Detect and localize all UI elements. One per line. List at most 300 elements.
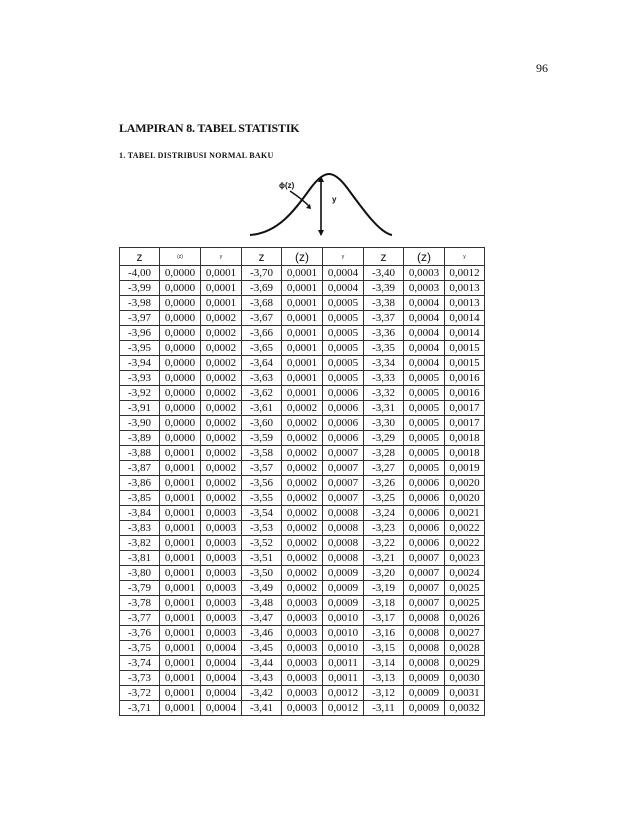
cell-phi-value: 0,0009 xyxy=(404,701,445,716)
cell-z-value: -3,19 xyxy=(364,581,404,596)
cell-y-value: 0,0002 xyxy=(201,371,242,386)
cell-y-value: 0,0002 xyxy=(201,476,242,491)
cell-phi-value: 0,0003 xyxy=(282,686,323,701)
cell-z-value: -3,18 xyxy=(364,596,404,611)
cell-y-value: 0,0010 xyxy=(323,626,364,641)
table-row xyxy=(120,476,485,491)
table-body xyxy=(120,266,485,716)
cell-z-value: -3,33 xyxy=(364,371,404,386)
cell-y-value: 0,0007 xyxy=(323,476,364,491)
cell-y-value: 0,0006 xyxy=(323,431,364,446)
cell-z-value: -3,13 xyxy=(364,671,404,686)
cell-y-value: 0,0014 xyxy=(445,311,485,326)
cell-z-value: -3,51 xyxy=(242,551,282,566)
cell-y-value: 0,0009 xyxy=(323,566,364,581)
cell-phi-value: 0,0004 xyxy=(404,356,445,371)
cell-y-value: 0,0031 xyxy=(445,686,485,701)
normal-curve-figure xyxy=(248,171,394,237)
header-y: y xyxy=(445,248,485,266)
cell-y-value: 0,0006 xyxy=(323,386,364,401)
cell-phi-value: 0,0002 xyxy=(282,521,323,536)
cell-z-value: -3,79 xyxy=(120,581,160,596)
table-row xyxy=(120,611,485,626)
cell-phi-value: 0,0001 xyxy=(160,596,201,611)
y-label: y xyxy=(332,195,337,204)
cell-phi-value: 0,0000 xyxy=(160,416,201,431)
cell-z-value: -3,23 xyxy=(364,521,404,536)
normal-distribution-table xyxy=(119,247,485,716)
cell-z-value: -3,44 xyxy=(242,656,282,671)
cell-y-value: 0,0004 xyxy=(201,701,242,716)
cell-z-value: -3,77 xyxy=(120,611,160,626)
cell-phi-value: 0,0001 xyxy=(160,611,201,626)
cell-z-value: -3,83 xyxy=(120,521,160,536)
cell-z-value: -3,34 xyxy=(364,356,404,371)
cell-z-value: -3,22 xyxy=(364,536,404,551)
cell-y-value: 0,0026 xyxy=(445,611,485,626)
cell-phi-value: 0,0002 xyxy=(282,536,323,551)
cell-phi-value: 0,0001 xyxy=(282,386,323,401)
cell-y-value: 0,0002 xyxy=(201,446,242,461)
cell-phi-value: 0,0000 xyxy=(160,386,201,401)
cell-phi-value: 0,0001 xyxy=(160,491,201,506)
cell-z-value: -3,64 xyxy=(242,356,282,371)
cell-phi-value: 0,0001 xyxy=(282,326,323,341)
cell-z-value: -3,41 xyxy=(242,701,282,716)
cell-phi-value: 0,0003 xyxy=(282,671,323,686)
cell-y-value: 0,0006 xyxy=(323,401,364,416)
cell-y-value: 0,0017 xyxy=(445,401,485,416)
ordinate-arrow-bottom xyxy=(318,230,324,236)
cell-y-value: 0,0025 xyxy=(445,596,485,611)
cell-phi-value: 0,0001 xyxy=(160,476,201,491)
cell-phi-value: 0,0003 xyxy=(282,701,323,716)
cell-y-value: 0,0003 xyxy=(201,596,242,611)
cell-y-value: 0,0012 xyxy=(323,686,364,701)
cell-z-value: -3,53 xyxy=(242,521,282,536)
cell-y-value: 0,0005 xyxy=(323,356,364,371)
table-row xyxy=(120,341,485,356)
cell-z-value: -3,15 xyxy=(364,641,404,656)
cell-phi-value: 0,0001 xyxy=(160,626,201,641)
cell-phi-value: 0,0000 xyxy=(160,326,201,341)
cell-y-value: 0,0002 xyxy=(201,431,242,446)
cell-z-value: -3,56 xyxy=(242,476,282,491)
cell-z-value: -3,59 xyxy=(242,431,282,446)
cell-z-value: -3,85 xyxy=(120,491,160,506)
cell-z-value: -3,75 xyxy=(120,641,160,656)
cell-phi-value: 0,0001 xyxy=(160,521,201,536)
cell-y-value: 0,0016 xyxy=(445,371,485,386)
cell-phi-value: 0,0002 xyxy=(282,446,323,461)
cell-phi-value: 0,0000 xyxy=(160,401,201,416)
cell-z-value: -3,29 xyxy=(364,431,404,446)
cell-y-value: 0,0008 xyxy=(323,521,364,536)
cell-z-value: -3,50 xyxy=(242,566,282,581)
table-row xyxy=(120,596,485,611)
cell-z-value: -3,31 xyxy=(364,401,404,416)
cell-phi-value: 0,0000 xyxy=(160,431,201,446)
cell-phi-value: 0,0000 xyxy=(160,311,201,326)
cell-y-value: 0,0002 xyxy=(201,341,242,356)
cell-z-value: -3,57 xyxy=(242,461,282,476)
header-y: y xyxy=(323,248,364,266)
cell-z-value: -3,65 xyxy=(242,341,282,356)
cell-z-value: -3,63 xyxy=(242,371,282,386)
cell-phi-value: 0,0007 xyxy=(404,566,445,581)
cell-z-value: -3,28 xyxy=(364,446,404,461)
cell-phi-value: 0,0001 xyxy=(160,656,201,671)
cell-z-value: -3,82 xyxy=(120,536,160,551)
table-row xyxy=(120,521,485,536)
cell-z-value: -3,87 xyxy=(120,461,160,476)
cell-phi-value: 0,0002 xyxy=(282,476,323,491)
cell-y-value: 0,0020 xyxy=(445,476,485,491)
cell-phi-value: 0,0006 xyxy=(404,521,445,536)
cell-z-value: -3,70 xyxy=(242,266,282,281)
cell-phi-value: 0,0000 xyxy=(160,281,201,296)
cell-y-value: 0,0008 xyxy=(323,506,364,521)
cell-y-value: 0,0016 xyxy=(445,386,485,401)
cell-z-value: -3,40 xyxy=(364,266,404,281)
cell-z-value: -3,42 xyxy=(242,686,282,701)
cell-phi-value: 0,0000 xyxy=(160,266,201,281)
cell-phi-value: 0,0001 xyxy=(282,311,323,326)
cell-y-value: 0,0004 xyxy=(201,656,242,671)
cell-z-value: -3,39 xyxy=(364,281,404,296)
cell-y-value: 0,0008 xyxy=(323,536,364,551)
cell-y-value: 0,0017 xyxy=(445,416,485,431)
cell-y-value: 0,0012 xyxy=(323,701,364,716)
cell-phi-value: 0,0001 xyxy=(160,581,201,596)
normal-curve-illustration xyxy=(248,171,394,237)
table-row xyxy=(120,536,485,551)
table-row xyxy=(120,701,485,716)
cell-z-value: -3,76 xyxy=(120,626,160,641)
table-row xyxy=(120,446,485,461)
cell-y-value: 0,0015 xyxy=(445,341,485,356)
cell-phi-value: 0,0002 xyxy=(282,581,323,596)
header-phi: (z) xyxy=(160,248,201,266)
table-row xyxy=(120,626,485,641)
cell-y-value: 0,0003 xyxy=(201,521,242,536)
table-row xyxy=(120,266,485,281)
cell-phi-value: 0,0007 xyxy=(404,581,445,596)
cell-z-value: -3,68 xyxy=(242,296,282,311)
cell-phi-value: 0,0006 xyxy=(404,491,445,506)
cell-z-value: -3,52 xyxy=(242,536,282,551)
cell-phi-value: 0,0005 xyxy=(404,416,445,431)
cell-phi-value: 0,0001 xyxy=(282,296,323,311)
page-heading: LAMPIRAN 8. TABEL STATISTIK xyxy=(119,121,300,135)
cell-phi-value: 0,0002 xyxy=(282,506,323,521)
phi-z-label: ϕ(z) xyxy=(279,181,295,190)
page-number: 96 xyxy=(536,61,548,75)
cell-z-value: -3,69 xyxy=(242,281,282,296)
cell-phi-value: 0,0009 xyxy=(404,671,445,686)
cell-z-value: -3,91 xyxy=(120,401,160,416)
cell-y-value: 0,0018 xyxy=(445,431,485,446)
cell-y-value: 0,0004 xyxy=(201,686,242,701)
cell-z-value: -3,72 xyxy=(120,686,160,701)
cell-y-value: 0,0003 xyxy=(201,551,242,566)
cell-y-value: 0,0018 xyxy=(445,446,485,461)
cell-phi-value: 0,0002 xyxy=(282,461,323,476)
cell-z-value: -3,55 xyxy=(242,491,282,506)
cell-y-value: 0,0009 xyxy=(323,581,364,596)
table-row xyxy=(120,401,485,416)
cell-y-value: 0,0002 xyxy=(201,461,242,476)
cell-z-value: -3,80 xyxy=(120,566,160,581)
cell-phi-value: 0,0003 xyxy=(282,641,323,656)
cell-phi-value: 0,0005 xyxy=(404,446,445,461)
cell-phi-value: 0,0000 xyxy=(160,341,201,356)
cell-z-value: -3,88 xyxy=(120,446,160,461)
table-row xyxy=(120,656,485,671)
cell-phi-value: 0,0003 xyxy=(282,611,323,626)
cell-phi-value: 0,0005 xyxy=(404,386,445,401)
cell-y-value: 0,0003 xyxy=(201,566,242,581)
cell-y-value: 0,0024 xyxy=(445,566,485,581)
cell-y-value: 0,0022 xyxy=(445,521,485,536)
cell-phi-value: 0,0000 xyxy=(160,371,201,386)
cell-z-value: -3,30 xyxy=(364,416,404,431)
cell-phi-value: 0,0001 xyxy=(160,671,201,686)
table-row xyxy=(120,371,485,386)
cell-z-value: -3,43 xyxy=(242,671,282,686)
cell-y-value: 0,0005 xyxy=(323,296,364,311)
cell-phi-value: 0,0001 xyxy=(160,686,201,701)
cell-z-value: -3,47 xyxy=(242,611,282,626)
cell-phi-value: 0,0001 xyxy=(160,461,201,476)
cell-z-value: -3,78 xyxy=(120,596,160,611)
cell-z-value: -4,00 xyxy=(120,266,160,281)
cell-z-value: -3,98 xyxy=(120,296,160,311)
cell-z-value: -3,32 xyxy=(364,386,404,401)
cell-y-value: 0,0011 xyxy=(323,656,364,671)
cell-y-value: 0,0015 xyxy=(445,356,485,371)
cell-z-value: -3,26 xyxy=(364,476,404,491)
cell-phi-value: 0,0005 xyxy=(404,371,445,386)
cell-z-value: -3,96 xyxy=(120,326,160,341)
cell-phi-value: 0,0004 xyxy=(404,326,445,341)
header-z: z xyxy=(120,248,160,266)
table-row xyxy=(120,416,485,431)
cell-y-value: 0,0013 xyxy=(445,281,485,296)
cell-phi-value: 0,0001 xyxy=(160,536,201,551)
cell-phi-value: 0,0008 xyxy=(404,641,445,656)
cell-z-value: -3,84 xyxy=(120,506,160,521)
cell-phi-value: 0,0002 xyxy=(282,566,323,581)
cell-y-value: 0,0004 xyxy=(323,281,364,296)
cell-y-value: 0,0006 xyxy=(323,416,364,431)
cell-z-value: -3,94 xyxy=(120,356,160,371)
cell-y-value: 0,0028 xyxy=(445,641,485,656)
cell-phi-value: 0,0001 xyxy=(160,701,201,716)
cell-phi-value: 0,0002 xyxy=(282,416,323,431)
header-z: z xyxy=(364,248,404,266)
cell-z-value: -3,14 xyxy=(364,656,404,671)
cell-z-value: -3,11 xyxy=(364,701,404,716)
header-phi: (z) xyxy=(404,248,445,266)
cell-phi-value: 0,0001 xyxy=(282,341,323,356)
cell-z-value: -3,58 xyxy=(242,446,282,461)
cell-phi-value: 0,0003 xyxy=(282,596,323,611)
cell-y-value: 0,0011 xyxy=(323,671,364,686)
cell-y-value: 0,0007 xyxy=(323,491,364,506)
cell-phi-value: 0,0003 xyxy=(404,266,445,281)
table-row xyxy=(120,296,485,311)
cell-z-value: -3,17 xyxy=(364,611,404,626)
cell-z-value: -3,49 xyxy=(242,581,282,596)
cell-z-value: -3,60 xyxy=(242,416,282,431)
cell-z-value: -3,86 xyxy=(120,476,160,491)
cell-z-value: -3,93 xyxy=(120,371,160,386)
cell-z-value: -3,71 xyxy=(120,701,160,716)
cell-phi-value: 0,0005 xyxy=(404,431,445,446)
cell-z-value: -3,61 xyxy=(242,401,282,416)
cell-z-value: -3,73 xyxy=(120,671,160,686)
cell-phi-value: 0,0003 xyxy=(282,626,323,641)
cell-phi-value: 0,0006 xyxy=(404,506,445,521)
table-row xyxy=(120,431,485,446)
cell-y-value: 0,0014 xyxy=(445,326,485,341)
cell-y-value: 0,0001 xyxy=(201,296,242,311)
cell-z-value: -3,97 xyxy=(120,311,160,326)
cell-z-value: -3,21 xyxy=(364,551,404,566)
cell-phi-value: 0,0004 xyxy=(404,341,445,356)
cell-phi-value: 0,0005 xyxy=(404,461,445,476)
table-row xyxy=(120,311,485,326)
cell-phi-value: 0,0002 xyxy=(282,431,323,446)
cell-y-value: 0,0001 xyxy=(201,281,242,296)
cell-y-value: 0,0010 xyxy=(323,641,364,656)
cell-phi-value: 0,0000 xyxy=(160,356,201,371)
cell-phi-value: 0,0001 xyxy=(160,551,201,566)
cell-z-value: -3,74 xyxy=(120,656,160,671)
cell-z-value: -3,36 xyxy=(364,326,404,341)
cell-y-value: 0,0003 xyxy=(201,626,242,641)
cell-z-value: -3,24 xyxy=(364,506,404,521)
table-row xyxy=(120,386,485,401)
cell-z-value: -3,90 xyxy=(120,416,160,431)
cell-phi-value: 0,0001 xyxy=(282,371,323,386)
cell-y-value: 0,0005 xyxy=(323,311,364,326)
cell-y-value: 0,0012 xyxy=(445,266,485,281)
cell-phi-value: 0,0001 xyxy=(160,566,201,581)
cell-z-value: -3,67 xyxy=(242,311,282,326)
cell-y-value: 0,0022 xyxy=(445,536,485,551)
cell-z-value: -3,35 xyxy=(364,341,404,356)
cell-y-value: 0,0003 xyxy=(201,536,242,551)
cell-phi-value: 0,0001 xyxy=(282,266,323,281)
table-row xyxy=(120,281,485,296)
cell-phi-value: 0,0004 xyxy=(404,296,445,311)
cell-y-value: 0,0010 xyxy=(323,611,364,626)
cell-y-value: 0,0007 xyxy=(323,446,364,461)
cell-phi-value: 0,0003 xyxy=(282,656,323,671)
cell-phi-value: 0,0008 xyxy=(404,626,445,641)
cell-y-value: 0,0005 xyxy=(323,341,364,356)
cell-y-value: 0,0004 xyxy=(323,266,364,281)
table-row xyxy=(120,491,485,506)
cell-z-value: -3,16 xyxy=(364,626,404,641)
cell-z-value: -3,25 xyxy=(364,491,404,506)
cell-phi-value: 0,0004 xyxy=(404,311,445,326)
cell-phi-value: 0,0001 xyxy=(160,641,201,656)
cell-y-value: 0,0023 xyxy=(445,551,485,566)
cell-z-value: -3,37 xyxy=(364,311,404,326)
cell-y-value: 0,0020 xyxy=(445,491,485,506)
cell-z-value: -3,99 xyxy=(120,281,160,296)
cell-phi-value: 0,0003 xyxy=(404,281,445,296)
cell-z-value: -3,38 xyxy=(364,296,404,311)
cell-z-value: -3,20 xyxy=(364,566,404,581)
table-row xyxy=(120,641,485,656)
cell-y-value: 0,0002 xyxy=(201,401,242,416)
table-row xyxy=(120,326,485,341)
cell-z-value: -3,62 xyxy=(242,386,282,401)
table-header-row xyxy=(120,248,485,266)
cell-z-value: -3,54 xyxy=(242,506,282,521)
table-row xyxy=(120,566,485,581)
cell-y-value: 0,0001 xyxy=(201,266,242,281)
cell-phi-value: 0,0005 xyxy=(404,401,445,416)
cell-phi-value: 0,0009 xyxy=(404,686,445,701)
table-row xyxy=(120,461,485,476)
cell-phi-value: 0,0006 xyxy=(404,536,445,551)
cell-phi-value: 0,0008 xyxy=(404,656,445,671)
cell-y-value: 0,0004 xyxy=(201,641,242,656)
cell-phi-value: 0,0007 xyxy=(404,551,445,566)
cell-y-value: 0,0030 xyxy=(445,671,485,686)
cell-z-value: -3,92 xyxy=(120,386,160,401)
cell-y-value: 0,0032 xyxy=(445,701,485,716)
cell-z-value: -3,89 xyxy=(120,431,160,446)
cell-phi-value: 0,0008 xyxy=(404,611,445,626)
cell-y-value: 0,0003 xyxy=(201,581,242,596)
header-phi: (z) xyxy=(282,248,323,266)
cell-y-value: 0,0009 xyxy=(323,596,364,611)
cell-phi-value: 0,0001 xyxy=(282,281,323,296)
section-subheading: 1. TABEL DISTRIBUSI NORMAL BAKU xyxy=(119,151,274,160)
cell-y-value: 0,0003 xyxy=(201,506,242,521)
cell-y-value: 0,0002 xyxy=(201,416,242,431)
cell-phi-value: 0,0000 xyxy=(160,296,201,311)
cell-z-value: -3,12 xyxy=(364,686,404,701)
cell-y-value: 0,0027 xyxy=(445,626,485,641)
header-y: y xyxy=(201,248,242,266)
cell-y-value: 0,0007 xyxy=(323,461,364,476)
cell-z-value: -3,46 xyxy=(242,626,282,641)
cell-y-value: 0,0002 xyxy=(201,326,242,341)
cell-z-value: -3,45 xyxy=(242,641,282,656)
cell-y-value: 0,0005 xyxy=(323,326,364,341)
cell-y-value: 0,0002 xyxy=(201,311,242,326)
table-row xyxy=(120,671,485,686)
cell-y-value: 0,0013 xyxy=(445,296,485,311)
cell-phi-value: 0,0002 xyxy=(282,551,323,566)
cell-phi-value: 0,0001 xyxy=(160,506,201,521)
cell-phi-value: 0,0001 xyxy=(160,446,201,461)
header-z: z xyxy=(242,248,282,266)
table-row xyxy=(120,551,485,566)
cell-y-value: 0,0008 xyxy=(323,551,364,566)
cell-y-value: 0,0004 xyxy=(201,671,242,686)
cell-z-value: -3,66 xyxy=(242,326,282,341)
cell-z-value: -3,81 xyxy=(120,551,160,566)
table-row xyxy=(120,506,485,521)
